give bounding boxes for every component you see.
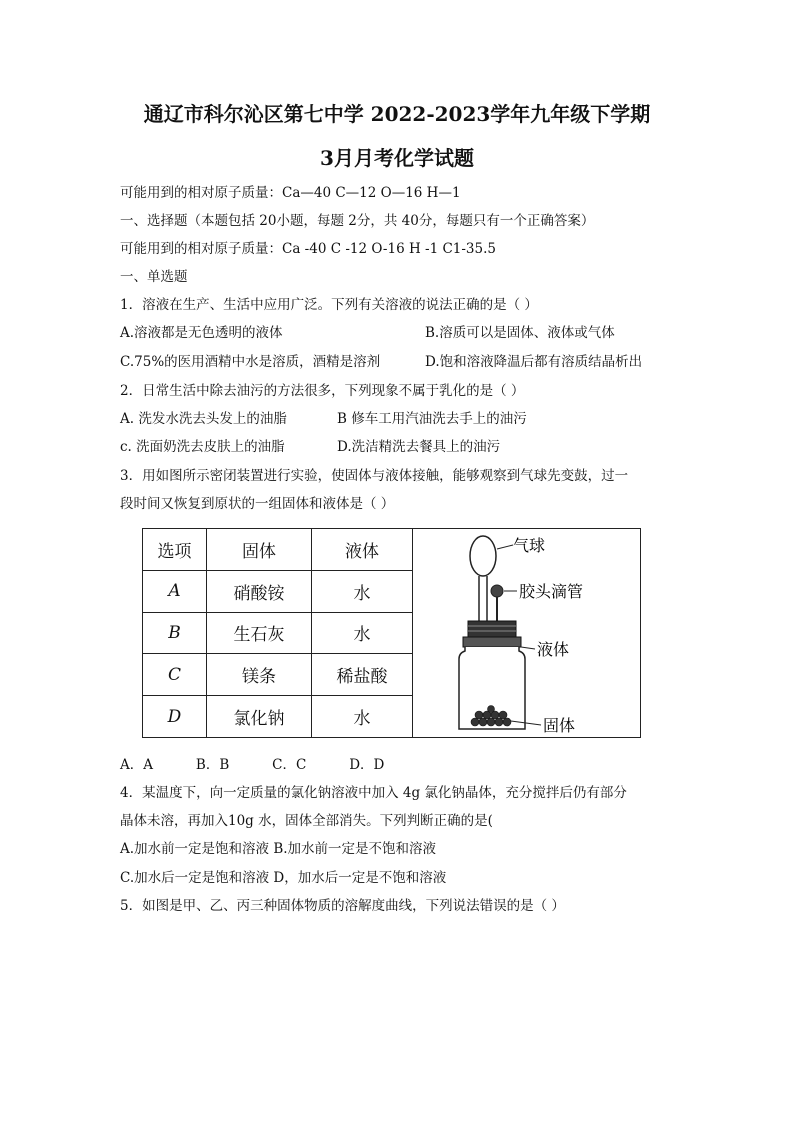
apparatus-figure-cell <box>413 529 641 738</box>
atomic-mass-line-1: 可能用到的相对原子质量：Ca—40 C—12 O—16 H—1 <box>120 185 461 201</box>
q1-option-b: B.溶质可以是固体、液体或气体 <box>425 325 615 341</box>
q1-stem: 1．溶液在生产、生活中应用广泛。下列有关溶液的说法正确的是（ ） <box>120 297 538 313</box>
table-cell-liquid: 水 <box>312 696 413 738</box>
table-cell-solid: 镁条 <box>207 654 312 696</box>
q2-stem: 2．日常生活中除去油污的方法很多，下列现象不属于乳化的是（ ） <box>120 383 525 399</box>
table-cell-option: B <box>143 612 207 654</box>
page-title-line2: 3月月考化学试题 <box>320 146 474 170</box>
q1-option-c: C.75%的医用酒精中水是溶质，酒精是溶剂 <box>120 354 381 370</box>
q1-option-a: A.溶液都是无色透明的液体 <box>120 325 283 341</box>
label-solid: 固体 <box>543 716 576 735</box>
table-cell-solid: 氯化钠 <box>207 696 312 738</box>
atomic-mass-line-2: 可能用到的相对原子质量：Ca -40 C -12 O-16 H -1 C1-35.5 <box>120 241 496 257</box>
table-cell-solid: 生石灰 <box>207 612 312 654</box>
table-cell-liquid: 稀盐酸 <box>312 654 413 696</box>
table-cell-option: D <box>143 696 207 738</box>
label-balloon: 气球 <box>513 536 546 555</box>
table-cell-option: A <box>143 570 207 612</box>
table-header-cell: 选项 <box>143 529 207 571</box>
table-header-row <box>143 529 641 571</box>
q4-option-cd: C.加水后一定是饱和溶液 D，加水后一定是不饱和溶液 <box>120 870 447 886</box>
page-title-line1: 通辽市科尔沁区第七中学 2022-2023学年九年级下学期 <box>143 102 651 126</box>
table-header-cell: 液体 <box>312 529 413 571</box>
q4-stem-1: 4．某温度下，向一定质量的氯化钠溶液中加入 4g 氯化钠晶体，充分搅拌后仍有部分 <box>120 785 627 801</box>
q2-option-c: c. 洗面奶洗去皮肤上的油脂 <box>120 439 285 455</box>
label-liquid: 液体 <box>537 640 570 659</box>
table-header-cell: 固体 <box>207 529 312 571</box>
table-cell-solid: 硝酸铵 <box>207 570 312 612</box>
table-cell-liquid: 水 <box>312 612 413 654</box>
q4-stem-2: 晶体未溶，再加入10g 水，固体全部消失。下列判断正确的是( <box>120 813 493 829</box>
q3-stem-1: 3．用如图所示密闭装置进行实验，使固体与液体接触，能够观察到气球先变鼓，过一 <box>120 468 629 484</box>
q5-stem: 5．如图是甲、乙、丙三种固体物质的溶解度曲线，下列说法错误的是（ ） <box>120 898 565 914</box>
section-header-choice: 一、选择题（本题包括 20小题，每题 2分，共 40分，每题只有一个正确答案） <box>120 213 595 229</box>
table-cell-liquid: 水 <box>312 570 413 612</box>
section-header-single: 一、单选题 <box>120 269 188 285</box>
q1-option-d: D.饱和溶液降温后都有溶质结晶析出 <box>425 354 643 370</box>
q2-option-a: A. 洗发水洗去头发上的油脂 <box>120 411 287 427</box>
balloon-shape <box>470 536 496 576</box>
dropper-bulb <box>491 585 503 597</box>
q3-table <box>142 528 641 738</box>
q4-option-ab: A.加水前一定是饱和溶液 B.加水前一定是不饱和溶液 <box>120 841 437 857</box>
q3-answer-options: A．A B．B C．C D．D <box>120 757 385 773</box>
q3-stem-2: 段时间又恢复到原状的一组固体和液体是（ ） <box>120 496 395 512</box>
q2-option-b: B 修车工用汽油洗去手上的油污 <box>337 411 527 427</box>
q2-option-d: D.洗洁精洗去餐具上的油污 <box>337 439 501 455</box>
apparatus-diagram <box>413 529 640 737</box>
table-cell-option: C <box>143 654 207 696</box>
stopper <box>468 621 516 637</box>
label-dropper: 胶头滴管 <box>519 582 584 601</box>
